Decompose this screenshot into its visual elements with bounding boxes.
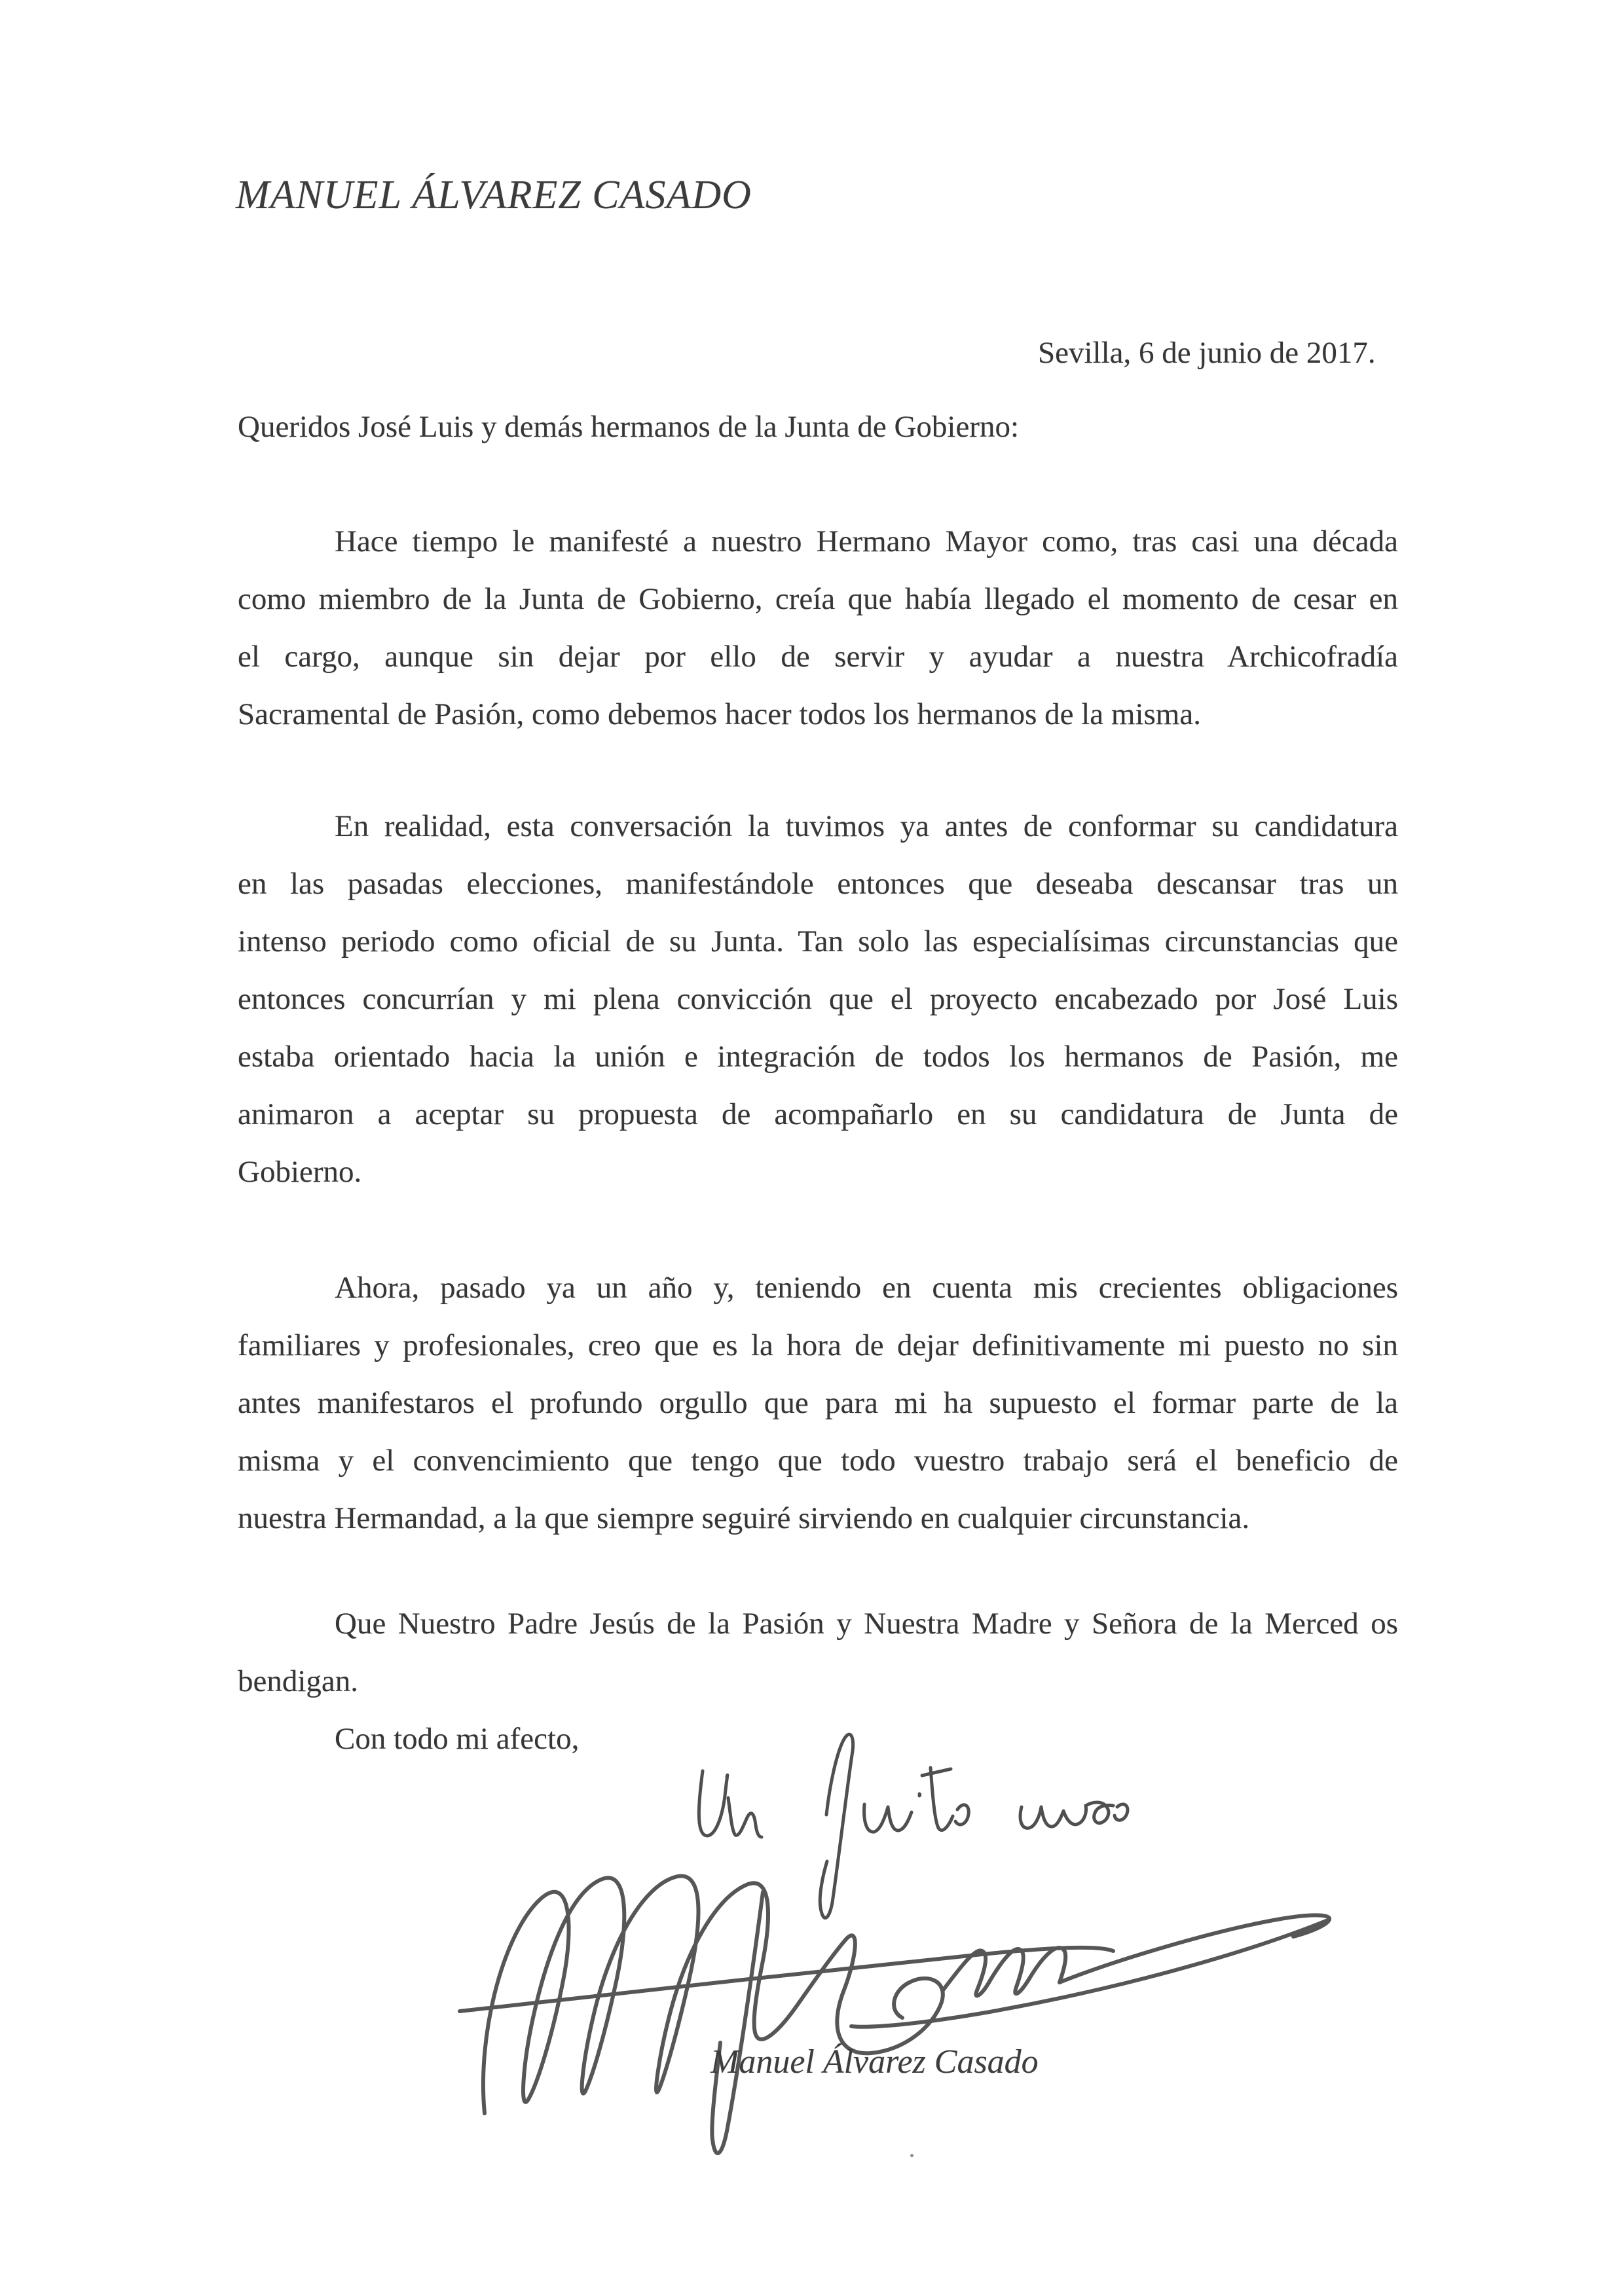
body-paragraph-2 <box>238 797 1398 1201</box>
paragraph-line: misma y el convencimiento que tengo que todo vuestro trabajo será el beneficio de <box>238 1444 1398 1478</box>
salutation: Queridos José Luis y demás hermanos de la Junta de Gobierno: <box>238 410 1020 444</box>
paragraph-line: estaba orientado hacia la unión e integración de todos los hermanos de Pasión, me <box>238 1040 1398 1074</box>
paragraph-line: Hace tiempo le manifesté a nuestro Hermano Mayor como, tras casi una década <box>335 524 1398 558</box>
paragraph-line: entonces concurrían y mi plena convicción que el proyecto encabezado por José Luis <box>238 982 1398 1016</box>
body-paragraph-1 <box>238 513 1398 743</box>
paragraph-line: el cargo, aunque sin dejar por ello de servir y ayudar a nuestra Archicofradía <box>238 640 1398 674</box>
signature-typed-name: Manuel Álvarez Casado <box>710 2043 1039 2081</box>
paragraph-line: En realidad, esta conversación la tuvimos ya antes de conformar su candidatura <box>335 809 1398 843</box>
paragraph-line: Ahora, pasado ya un año y, teniendo en cuenta mis crecientes obligaciones <box>335 1271 1398 1305</box>
valediction: Con todo mi afecto, <box>335 1722 580 1756</box>
paragraph-line: nuestra Hermandad, a la que siempre seguiré sirviendo en cualquier circunstancia. <box>238 1501 1250 1535</box>
dateline: Sevilla, 6 de junio de 2017. <box>1038 336 1376 370</box>
paragraph-line: en las pasadas elecciones, manifestándole entonces que deseaba descansar tras un <box>238 867 1398 901</box>
body-paragraph-3 <box>238 1259 1398 1547</box>
paragraph-line: animaron a aceptar su propuesta de acompañarlo en su candidatura de Junta de <box>238 1097 1398 1131</box>
paragraph-line: Que Nuestro Padre Jesús de la Pasión y Nuestra Madre y Señora de la Merced os <box>335 1607 1398 1641</box>
paragraph-line: bendigan. <box>238 1664 359 1698</box>
signature-scrawl <box>460 1876 1329 2153</box>
paragraph-line: Gobierno. <box>238 1155 362 1189</box>
paragraph-line: como miembro de la Junta de Gobierno, creía que había llegado el momento de cesar en <box>238 582 1398 616</box>
paragraph-line: antes manifestaros el profundo orgullo que para mi ha supuesto el formar parte de la <box>238 1386 1398 1420</box>
paragraph-line: intenso periodo como oficial de su Junta. Tan solo las especialísimas circunstancias que <box>238 924 1398 958</box>
paragraph-line: familiares y profesionales, creo que es la hora de dejar definitivamente mi puesto no sin <box>238 1328 1398 1362</box>
paragraph-line: Sacramental de Pasión, como debemos hacer todos los hermanos de la misma. <box>238 697 1201 731</box>
handwritten-note <box>699 1734 1128 1918</box>
scan-speck <box>910 2154 913 2157</box>
letterhead-name: MANUEL ÁLVAREZ CASADO <box>236 173 752 217</box>
body-paragraph-4 <box>238 1595 1398 1710</box>
